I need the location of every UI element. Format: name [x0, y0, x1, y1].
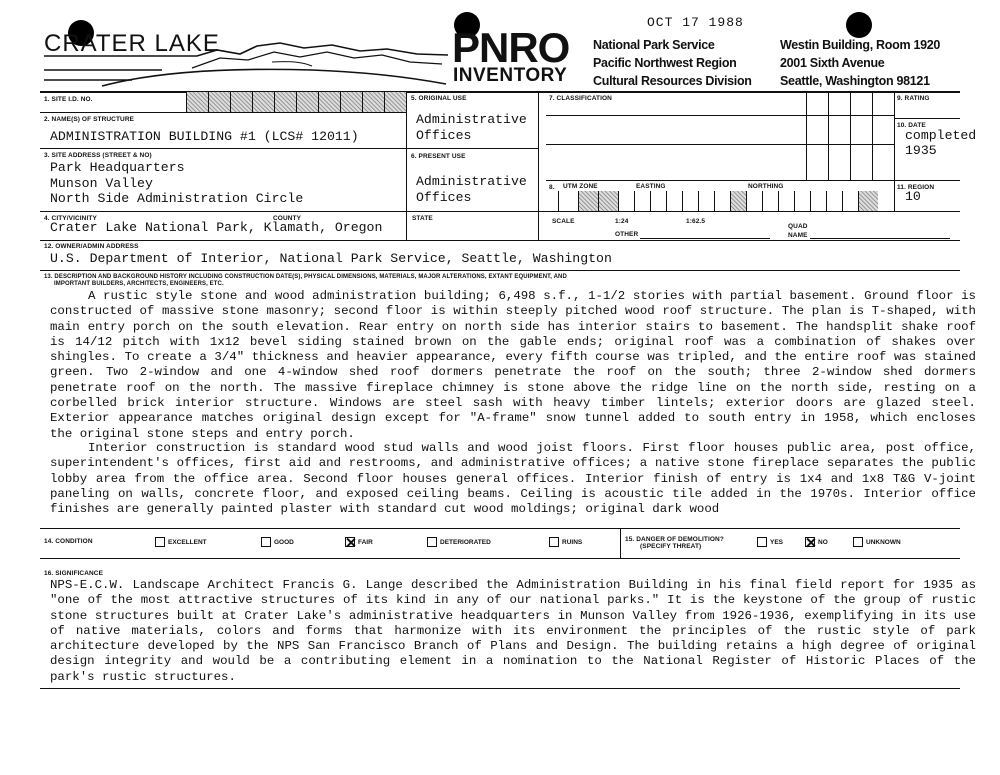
city-label: 4. CITY/VICINITY — [44, 215, 97, 222]
address-label: 3. SITE ADDRESS (STREET & NO) — [44, 152, 152, 159]
significance-paragraph: NPS-E.C.W. Landscape Architect Francis G. Lange described the Administration Building in his final field report for 1935 as "one of the most attractive structures of its kind in any of our national parks." It is the keystone of the group of rustic stone structures built at Crater Lake's administrative headquarters in Munson Valley from 1926-1936, exemplifying in its use of native materials, colors and forms that harmonize with its environment the principles of the rustic style of park architecture developed by the NPS San Francisco Branch of Plans and Design. The building retains a high degree of original design integrity and would be a contributing element in a nomination to the National Register of Historic Places of the park's rustic structures. — [50, 578, 976, 684]
date-line: 1935 — [905, 143, 937, 158]
description-label-line-1: 13. DESCRIPTION AND BACKGROUND HISTORY INCLUDING CONSTRUCTION DATE(S), PHYSICAL DIMENSIONS, MATERIALS, MAJOR ALTERATIONS, EXTANT EQUIPMENT, AND — [44, 274, 567, 280]
agency-line: Pacific Northwest Region — [593, 56, 737, 70]
site-id-label: 1. SITE I.D. NO. — [44, 96, 93, 103]
original-use-line: Administrative — [416, 112, 527, 127]
rating-label: 9. RATING — [897, 95, 930, 102]
present-use-line: Administrative — [416, 174, 527, 189]
city-value: Crater Lake National Park, Klamath, Oregon — [50, 220, 383, 235]
utm-number-label: 8. — [549, 184, 555, 191]
danger-option-label: YES — [770, 539, 784, 546]
condition-option-label: DETERIORATED — [440, 539, 491, 546]
county-label: COUNTY — [273, 215, 302, 222]
danger-no-checkbox[interactable] — [805, 537, 815, 547]
address-block — [780, 36, 940, 90]
condition-deteriorated-checkbox[interactable] — [427, 537, 437, 547]
structure-value: ADMINISTRATION BUILDING #1 (LCS# 12011) — [50, 129, 359, 144]
danger-sublabel: (SPECIFY THREAT) — [640, 543, 702, 550]
northing-label: NORTHING — [748, 183, 784, 190]
quad-label: QUAD — [788, 223, 808, 230]
condition-label: 14. CONDITION — [44, 538, 93, 545]
original-use-line: Offices — [416, 127, 472, 143]
condition-option-label: FAIR — [358, 539, 373, 546]
danger-option-label: UNKNOWN — [866, 539, 901, 546]
received-date-stamp: OCT 17 1988 — [647, 15, 744, 30]
address-line: 2001 Sixth Avenue — [780, 56, 885, 70]
significance-label: 16. SIGNIFICANCE — [44, 570, 104, 577]
site-address-line: Munson Valley — [50, 175, 153, 191]
condition-excellent-checkbox[interactable] — [155, 537, 165, 547]
utm-zone-label: UTM ZONE — [563, 183, 598, 190]
danger-unknown-checkbox[interactable] — [853, 537, 863, 547]
danger-label: 15. DANGER OF DEMOLITION? — [625, 536, 724, 543]
region-value: 10 — [905, 189, 921, 204]
region-label: 11. REGION — [897, 184, 935, 191]
quad-name-label: NAME — [788, 232, 808, 239]
date-label: 10. DATE — [897, 122, 926, 129]
original-use-label: 5. ORIGINAL USE — [411, 95, 467, 102]
pnro-title: PNRO — [452, 24, 570, 71]
date-line: completed — [905, 128, 977, 143]
condition-option-label: GOOD — [274, 539, 294, 546]
present-use-value — [416, 174, 527, 205]
condition-fair-checkbox[interactable] — [345, 537, 355, 547]
danger-option-label: NO — [818, 539, 828, 546]
owner-value: U.S. Department of Interior, National Park Service, Seattle, Washington — [50, 251, 612, 266]
site-address-block — [50, 160, 303, 207]
agency-line: National Park Service — [593, 38, 715, 52]
crater-lake-title: CRATER LAKE — [44, 30, 220, 57]
danger-yes-checkbox[interactable] — [757, 537, 767, 547]
description-paragraph-1: A rustic style stone and wood administration building; 6,498 s.f., 1-1/2 stories with partial basement. Ground floor is constructed of massive stone masonry; second floor is within steeply pitched wood roof structure. The plan is T-shaped, with main entry porch on the south elevation. Rear entry on north side has interior stairs to basement. The handsplit shake roof is 14/12 pitch with 1x12 bevel siding stained brown on the gable ends; original roof was a combination of shakes over shingles. To create a 3/4" thickness and heavier appearance, every fifth course was tripled, and the entire roof was stained green. Two 2-window and one 4-window shed roof dormers penetrate the roof on the south; three 2-window shed dormers penetrate roof on the north. The massive fireplace chimney is stone above the ridge line on the north side, resting on a corbelled brick interior structure. Windows are steel sash with heavy timber lintels; exterior doors are glazed steel. Exterior appearance matches original design except for "A-frame" snow tunnel added to south entry in 1958, which encloses the original stone steps and entry porch. — [50, 289, 976, 441]
scale-label: SCALE — [552, 218, 575, 225]
utm-cells — [558, 191, 894, 211]
classification-label: 7. CLASSIFICATION — [549, 95, 612, 102]
structure-label: 2. NAME(S) OF STRUCTURE — [44, 116, 135, 123]
condition-good-checkbox[interactable] — [261, 537, 271, 547]
site-address-line: Park Headquarters — [50, 160, 185, 175]
address-line: Seattle, Washington 98121 — [780, 74, 930, 88]
inventory-title: INVENTORY — [453, 65, 568, 86]
punch-hole-right — [846, 12, 872, 38]
original-use-value — [416, 112, 527, 143]
condition-ruins-checkbox[interactable] — [549, 537, 559, 547]
description-label-line-2: IMPORTANT BUILDERS, ARCHITECTS, ENGINEERS, ETC. — [54, 281, 224, 287]
scale-1: 1:24 — [615, 218, 629, 225]
description-paragraph-2: Interior construction is standard wood stud walls and wood joist floors. First floor houses public area, post office, superintendent's offices, first aid and restrooms, and administrative offices; a native stone fireplace separates the public lobby area from the office area. Second floor houses general offices. Interior finish of entry is 1x4 and 1x8 T&G V-joint paneling on walls, concrete floor, and exposed ceiling beams. Ceiling is acoustic tile added in the 1970s. Interior office finishes are generally painted plaster with standard cut wood moldings; original dark wood — [50, 441, 976, 517]
present-use-line: Offices — [416, 189, 472, 205]
date-value — [905, 128, 976, 158]
state-label: STATE — [412, 215, 433, 222]
site-address-line: North Side Administration Circle — [50, 191, 304, 206]
address-line: Westin Building, Room 1920 — [780, 38, 941, 52]
present-use-label: 6. PRESENT USE — [411, 153, 466, 160]
scale-2: 1:62.5 — [686, 218, 706, 225]
condition-option-label: RUINS — [562, 539, 583, 546]
lake-landscape-logo — [42, 40, 450, 88]
easting-label: EASTING — [636, 183, 666, 190]
agency-line: Cultural Resources Division — [593, 74, 752, 88]
site-id-cells — [186, 92, 406, 112]
owner-label: 12. OWNER/ADMIN ADDRESS — [44, 243, 139, 250]
agency-block — [593, 36, 752, 90]
other-label: OTHER — [615, 231, 639, 238]
condition-option-label: EXCELLENT — [168, 539, 207, 546]
